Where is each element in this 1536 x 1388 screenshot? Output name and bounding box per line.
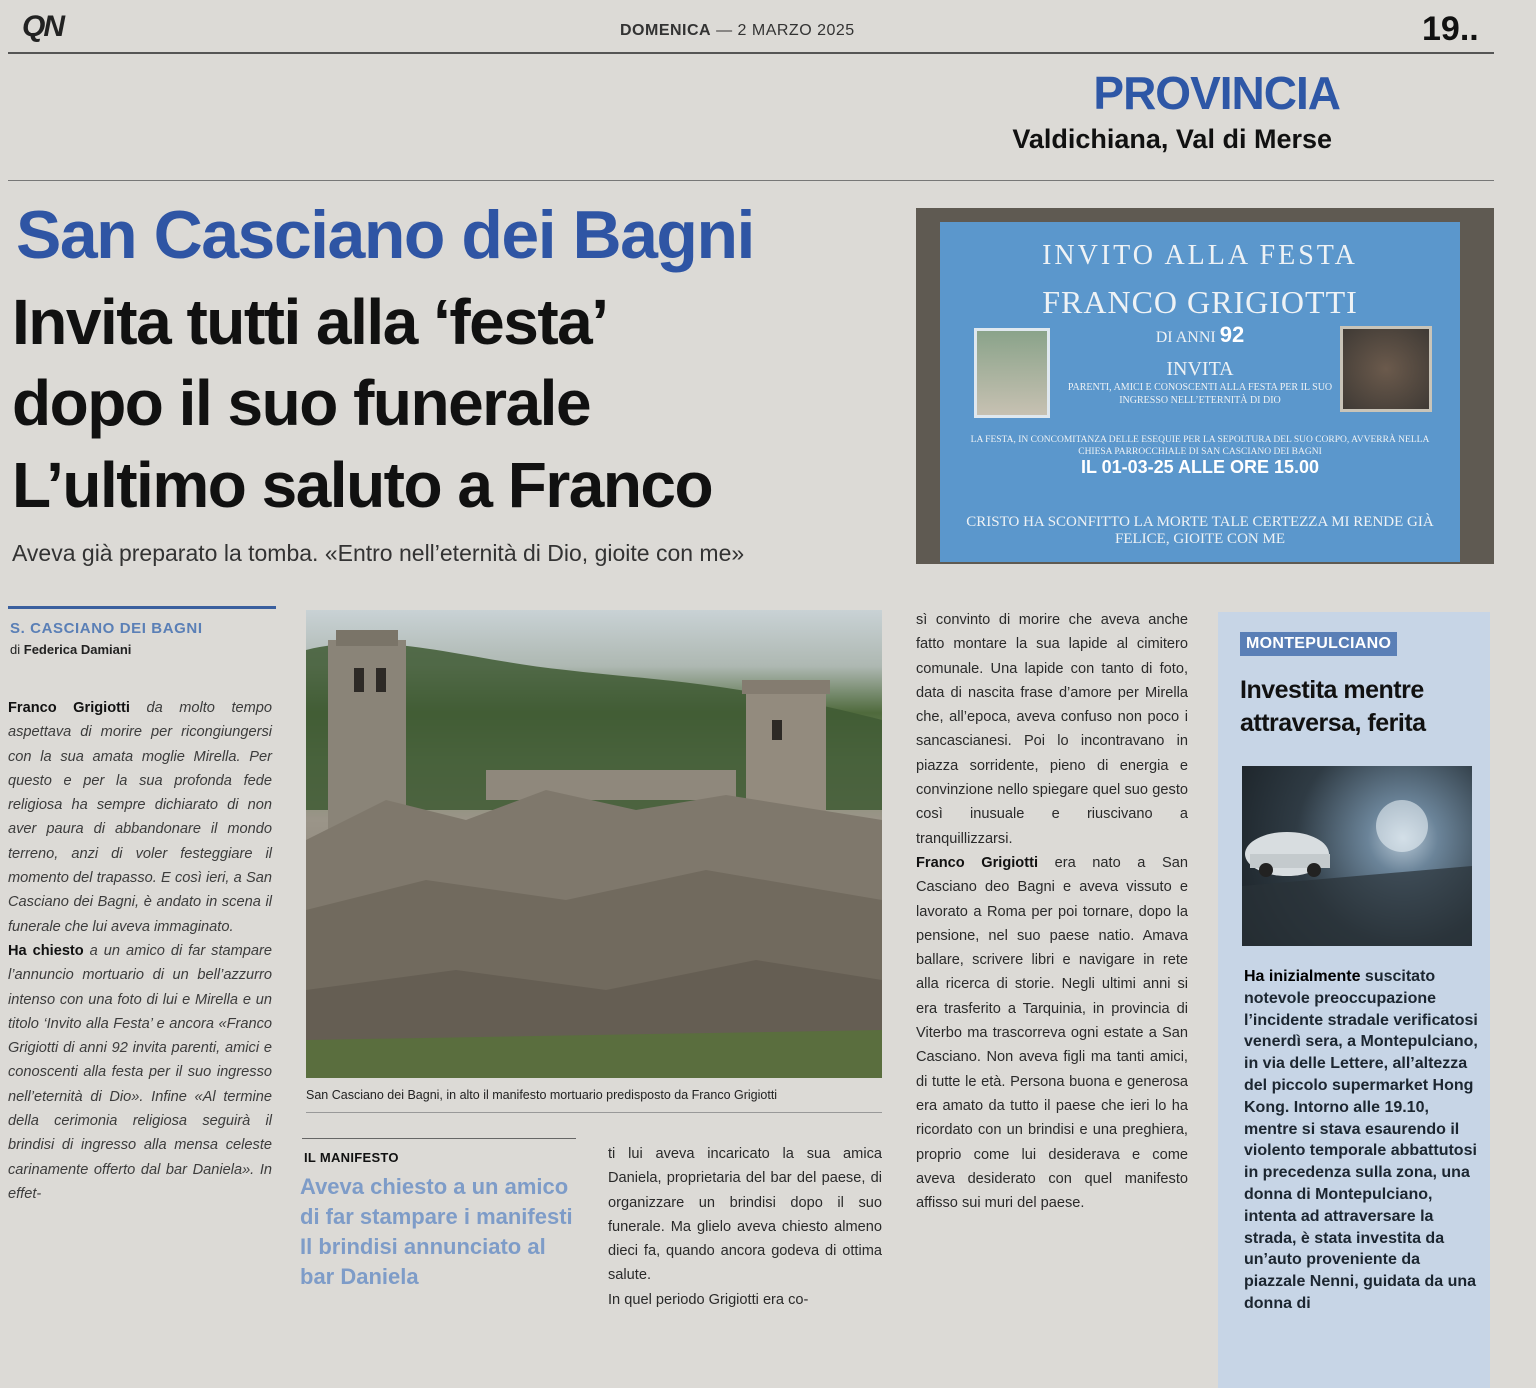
town-photo (306, 610, 882, 1078)
poster-line-1: PARENTI, AMICI E CONOSCENTI ALLA FESTA PER IL SUO INGRESSO NELL’ETERNITÀ DI DIO (1067, 382, 1333, 406)
caption-rule (306, 1112, 882, 1113)
poster-closing: CRISTO HA SCONFITTO LA MORTE TALE CERTEZZA MI RENDE GIÀ FELICE, GIOITE CON ME (966, 514, 1434, 547)
photo-caption: San Casciano dei Bagni, in alto il manifesto mortuario predisposto da Franco Grigiotti (306, 1088, 778, 1102)
pullquote-text: Aveva chiesto a un amico di far stampare i manifesti Il brindisi annunciato al bar Daniela (300, 1174, 573, 1289)
sidebar-body: suscitato notevole preoccupazione l’incidente stradale verificatosi venerdì sera, a Montepulciano, in via delle Lettere, all’altezza del piccolo supermarket Hong Kong. Intorno alle 19.10, mentre si stava esaurendo il violento temporale abbattutosi in precedenza sulla zona, una donna di Montepulciano, intenta ad attraversare la strada, è stata investita da un’auto proveniente da piazzale Nenni, guidata da una donna di (1244, 968, 1478, 1312)
dateline-day: DOMENICA (620, 22, 712, 39)
headline-line-1: Invita tutti alla ‘festa’ (12, 286, 608, 358)
col3-lead: Franco Grigiotti (916, 854, 1038, 871)
accident-photo-illustration (1242, 766, 1472, 946)
byline-location: S. CASCIANO DEI BAGNI (10, 620, 203, 637)
byline-prefix: di (10, 642, 21, 657)
funeral-poster (940, 222, 1460, 562)
article-column-2 (608, 1142, 882, 1312)
col2-paragraph-2: In quel periodo Grigiotti era co- (608, 1291, 809, 1308)
article-kicker: San Casciano dei Bagni (16, 197, 754, 273)
pullquote-label: IL MANIFESTO (304, 1150, 399, 1165)
sidebar-lead: Ha inizialmente (1244, 968, 1361, 985)
byline-author (10, 642, 131, 657)
col1-text-2: a un amico di far stampare l’annuncio mortuario di un bell’azzurro intenso con una foto di lui e Mirella e un titolo ‘Invito alla Festa’ e ancora «Franco Grigiotti di anni 92 invita parenti, amici e conoscenti alla festa per il suo ingresso nell’eternità di Dio». Infine «Al termine della cerimonia religiosa seguirà il brindisi di ingresso alla mensa celeste carinamente offerto dal bar Daniela». In effet- (8, 942, 272, 1202)
article-column-3 (916, 608, 1188, 1215)
article-column-1 (8, 696, 272, 1206)
byline-rule (8, 606, 276, 609)
town-photo-illustration (306, 610, 882, 1078)
section-title: PROVINCIA (1093, 67, 1340, 119)
dateline-dash: — (716, 22, 738, 39)
dateline (620, 22, 855, 40)
section-subtitle: Valdichiana, Val di Merse (1012, 124, 1332, 154)
col1-paragraph-1 (8, 696, 272, 939)
col1-lead-2: Ha chiesto (8, 942, 84, 959)
poster-date: IL 01-03-25 ALLE ORE 15.00 (1080, 457, 1320, 477)
col1-paragraph-2 (8, 939, 272, 1206)
section-rule (8, 180, 1494, 181)
col3-paragraph-1: sì convinto di morire che aveva anche fatto montare la sua lapide al cimitero comunale. Una lapide con tanto di foto, data di nascita frase d’amore per Mirella che, all’epoca, aveva confuso non poco i sancascianesi. Poi lo incontravano in piazza sorridente, pieno di energia e convinzione nello spiegare quel suo gesto così inusuale e riuscivano a tranquillizzarsi. (916, 612, 1188, 847)
sidebar-text (1244, 966, 1480, 1315)
sidebar-title: Investita mentre attraversa, ferita (1240, 676, 1426, 737)
headline-line-3: L’ultimo saluto a Franco (12, 448, 713, 521)
col3-paragraph-2 (916, 851, 1188, 1215)
poster-title: INVITO ALLA FESTA (1042, 240, 1358, 271)
poster-name: FRANCO GRIGIOTTI (1042, 284, 1358, 320)
poster-age-prefix: DI ANNI (1155, 329, 1216, 346)
poster-invita: INVITA (1166, 358, 1234, 380)
sidebar-tag: MONTEPULCIANO (1240, 632, 1397, 656)
dateline-date: 2 MARZO 2025 (737, 22, 855, 39)
col1-lead: Franco Grigiotti (8, 700, 130, 716)
col3-text-2: era nato a San Casciano deo Bagni e aveva vissuto e lavorato a Roma per poi tornare, dopo la pensione, nel suo paese natio. Amava ballare, scrivere libri e navigare in rete alla ricerca di storie. Negli ultimi anni si era trasferito a Tarquinia, in provincia di Viterbo ma trascorreva ogni estate a San Casciano. Non aveva figli ma tanti amici, di tutte le età. Persona buona e generosa era amato da tutto il paese che ieri lo ha ricordato con un brindisi e una preghiera, proprio come lui desiderava e come aveva desiderato con quel manifesto affisso sui muri del paese. (916, 854, 1188, 1212)
top-rule (8, 52, 1494, 54)
pullquote-rule (302, 1138, 576, 1139)
page-number: 19.. (1422, 10, 1479, 48)
poster-line-2: LA FESTA, IN CONCOMITANZA DELLE ESEQUIE PER LA SEPOLTURA DEL SUO CORPO, AVVERRÀ NELLA CHIESA PARROCCHIALE DI SAN CASCIANO DEI BAGNI (970, 435, 1430, 458)
article-headline (12, 282, 892, 526)
headline-line-2: dopo il suo funerale (12, 367, 591, 440)
newspaper-logo: QN (22, 10, 63, 43)
article-summary: Aveva già preparato la tomba. «Entro nell’eternità di Dio, gioite con me» (12, 540, 745, 566)
accident-photo (1242, 766, 1472, 946)
poster-age-value: 92 (1219, 322, 1245, 347)
col2-paragraph-1: ti lui aveva incaricato la sua amica Daniela, proprietaria del bar del paese, di organizzare un brindisi dopo il suo funerale. Ma glielo aveva chiesto almeno dieci fa, quando ancora godeva di ottima salute. (608, 1146, 882, 1284)
col1-text-1: da molto tempo aspettava di morire per ricongiungersi con la sua amata moglie Mirella. Per questo e per la sua profonda fede religiosa ha sempre dichiarato di non aver paura di abbandonare il mondo terreno, anzi di voler festeggiare il momento del trapasso. E così ieri, a San Casciano dei Bagni, è andato in scena il funerale che lui aveva immaginato. (8, 700, 272, 935)
byline-author-name: Federica Damiani (23, 642, 132, 657)
